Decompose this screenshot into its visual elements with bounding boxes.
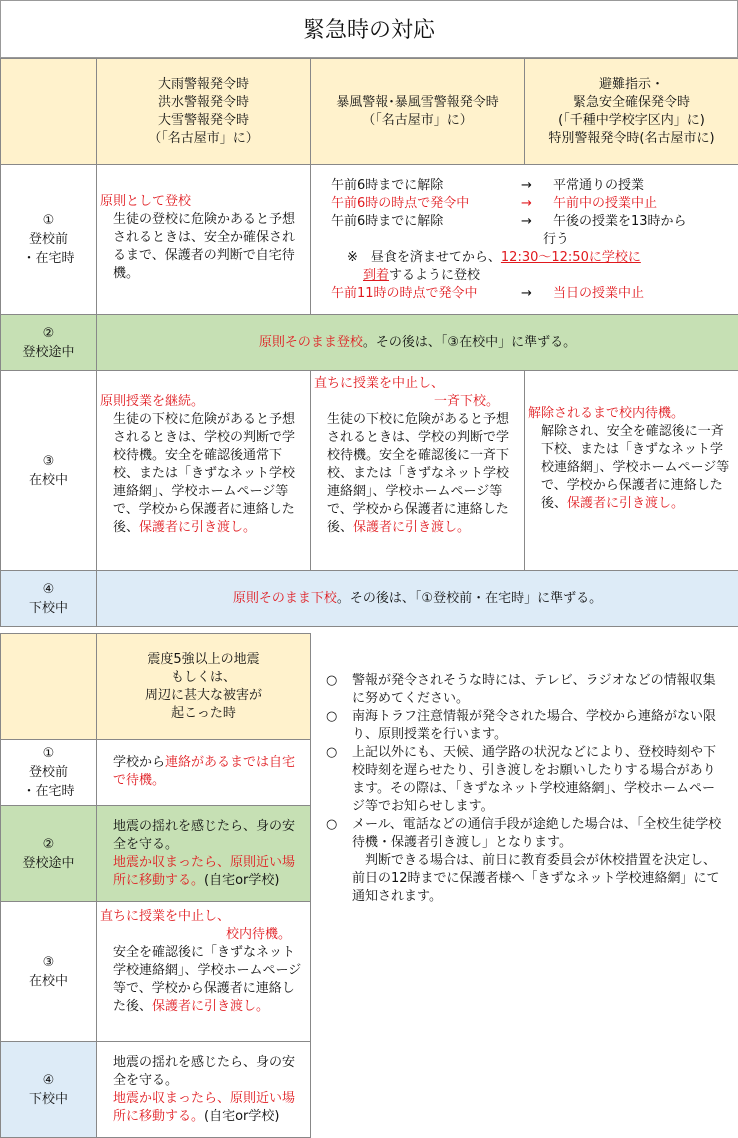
- quake-cell-going-home: 地震の揺れを感じたら、身の安全を守る。 地震か収まったら、原則近い場所に移動する。(自宅or学校): [97, 1042, 311, 1138]
- cell-going-home: 原則そのまま下校。その後は、「①登校前・在宅時」に準ずる。: [97, 571, 738, 627]
- header-corner: [1, 59, 97, 165]
- note-item: ○ 上記以外にも、天候、通学路の状況などにより、登校時刻や下校時刻を遅らせたり、引き渡しをお願いしたりする場合があります。その際は、「きずなネット学校連絡網」、学校ホームページ等でお知らせします。: [326, 744, 726, 816]
- row-label-before-school: ① 登校前 ・在宅時: [1, 165, 97, 315]
- quake-cell-commuting: 地震の揺れを感じたら、身の安全を守る。 地震か収まったら、原則近い場所に移動する。(自宅or学校): [97, 806, 311, 902]
- quake-row-label-commuting: ② 登校途中: [1, 806, 97, 902]
- note-item-extra: 判断できる場合は、前日に教育委員会が休校措置を決定し、前日の12時までに保護者様へ「きずなネット学校連絡網」にて通知されます。: [326, 852, 726, 906]
- quake-row-label-before-school: ① 登校前 ・在宅時: [1, 740, 97, 806]
- note-item: ○ 警報が発令されそうな時には、テレビ、ラジオなどの情報収集に努めてください。: [326, 672, 726, 708]
- quake-row-label-going-home: ④ 下校中: [1, 1042, 97, 1138]
- quake-cell-before-school: 学校から連絡があるまでは自宅で待機。: [97, 740, 311, 806]
- notes-section: [326, 672, 726, 906]
- header-heavy-rain: 大雨警報発令時 洪水警報発令時 大雪警報発令時 （「名古屋市」に）: [97, 59, 311, 165]
- quake-cell-at-school: 直ちに授業を中止し、 校内待機。 安全を確認後に「きずなネット学校連絡網」、学校ホームページ等で、学校から保護者に連絡した後、保護者に引き渡し。: [97, 902, 311, 1042]
- row-label-at-school: ③ 在校中: [1, 371, 97, 571]
- cell-at-school-rain: 原則授業を継続。 生徒の下校に危険があると予想されるときは、学校の判断で学校待機。安全を確認後通常下校、または「きずなネット学校連絡網」、学校ホームページ等で、学校から保護者に連絡した後、保護者に引き渡し。: [97, 371, 311, 571]
- cell-commuting: 原則そのまま登校。その後は、「③在校中」に準ずる。: [97, 315, 738, 371]
- quake-header-corner: [1, 634, 97, 740]
- row-label-commuting: ② 登校途中: [1, 315, 97, 371]
- weather-response-table: [0, 58, 738, 627]
- note-item: ○ メール、電話などの通信手段が途絶した場合は、「全校生徒学校待機・保護者引き渡し」となります。: [326, 816, 726, 852]
- cell-before-school-storm: 午前6時までに解除 → 平常通りの授業 午前6時の時点で発令中 → 午前中の授業中止 午前6時までに解除 → 午後の授業を13時から 行う ※ 昼食を済ませてから、12:30～12:50に学校に 到着するように登校 午前11時の時点で発令中 → 当日の授業中止: [311, 165, 738, 315]
- earthquake-response-table: [0, 633, 311, 1138]
- note-item: ○ 南海トラフ注意情報が発令された場合、学校から連絡がない限り、原則授業を行います。: [326, 708, 726, 744]
- cell-at-school-storm: 直ちに授業を中止し、 一斉下校。 生徒の下校に危険があると予想されるときは、学校の判断で学校待機。安全を確認後に一斉下校、または「きずなネット学校連絡網」、学校ホームページ等で、学校から保護者に連絡した後、保護者に引き渡し。: [311, 371, 525, 571]
- quake-row-label-at-school: ③ 在校中: [1, 902, 97, 1042]
- quake-header: 震度5強以上の地震 もしくは、 周辺に甚大な被害が 起こった時: [97, 634, 311, 740]
- header-storm: 暴風警報･暴風雪警報発令時 （「名古屋市」に）: [311, 59, 525, 165]
- page-title: 緊急時の対応: [0, 0, 738, 58]
- header-evacuation: 避難指示・ 緊急安全確保発令時 (「千種中学校字区内」に) 特別警報発令時(名古屋市に): [525, 59, 738, 165]
- row-label-going-home: ④ 下校中: [1, 571, 97, 627]
- cell-before-school-rain: 原則として登校 生徒の登校に危険かあると予想されるときは、安全か確保されるまで、保護者の判断で自宅待機。: [97, 165, 311, 315]
- cell-at-school-evacuation: 解除されるまで校内待機。 解除され、安全を確認後に一斉下校、または「きずなネット学校連絡網」、学校ホームページ等で、学校から保護者に連絡した後、保護者に引き渡し。: [525, 371, 738, 571]
